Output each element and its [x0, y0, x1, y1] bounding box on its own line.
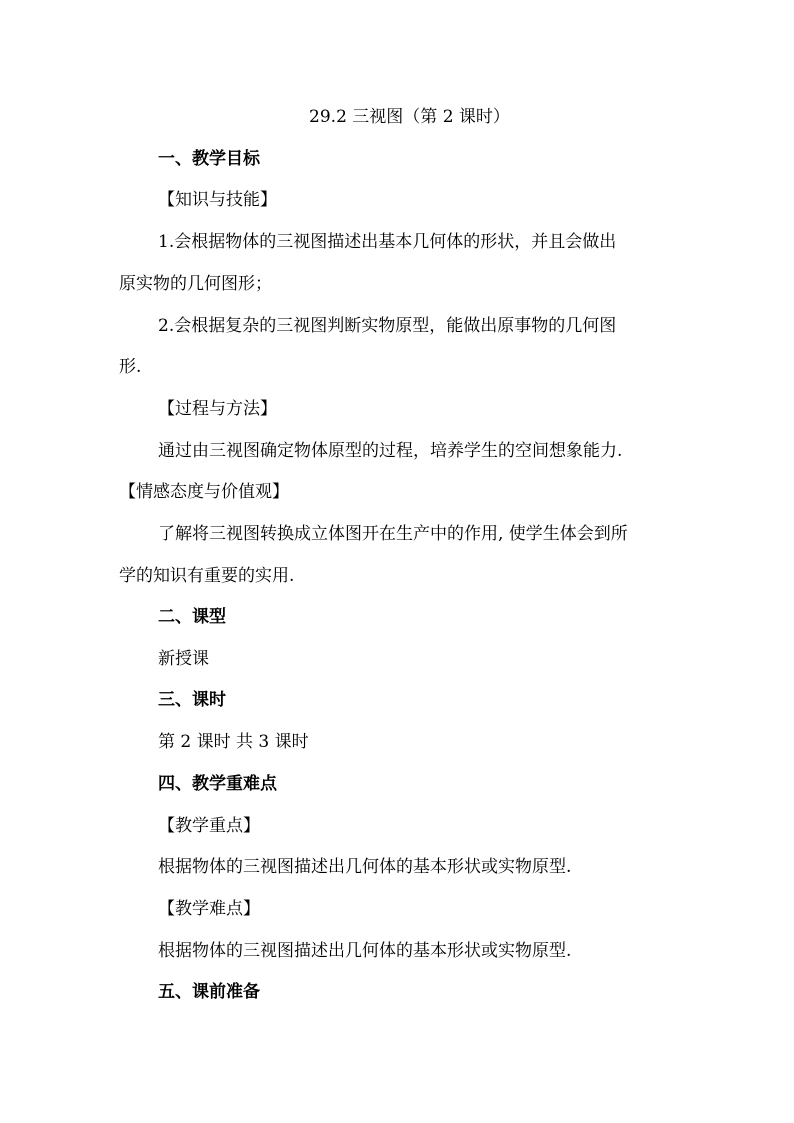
subheading-knowledge: 【知识与技能】: [158, 190, 277, 210]
subheading-emotion: 【情感态度与价值观】: [119, 482, 289, 502]
subheading-difficult: 【教学难点】: [158, 899, 260, 919]
paragraph-line: 1.会根据物体的三视图描述出基本几何体的形状，并且会做出: [158, 232, 617, 252]
section-heading-key-points: 四、教学重难点: [158, 774, 277, 794]
page-title: 29.2 三视图（第 2 课时）: [309, 107, 510, 127]
paragraph-line: 新授课: [158, 649, 209, 669]
section-heading-lesson-type: 二、课型: [158, 607, 226, 627]
subheading-process: 【过程与方法】: [158, 399, 277, 419]
section-heading-preparation: 五、课前准备: [158, 982, 260, 1002]
paragraph-line: 原实物的几何图形；: [119, 274, 272, 294]
section-heading-periods: 三、课时: [158, 690, 226, 710]
paragraph-line: 了解将三视图转换成立体图开在生产中的作用, 使学生体会到所: [158, 524, 628, 544]
paragraph-line: 形.: [119, 357, 142, 377]
section-heading-objectives: 一、教学目标: [158, 149, 260, 169]
paragraph-line: 通过由三视图确定物体原型的过程，培养学生的空间想象能力.: [158, 441, 623, 461]
paragraph-line: 根据物体的三视图描述出几何体的基本形状或实物原型.: [158, 857, 572, 877]
paragraph-line: 2.会根据复杂的三视图判断实物原型，能做出原事物的几何图: [158, 316, 617, 336]
paragraph-line: 学的知识有重要的实用.: [119, 566, 295, 586]
subheading-key: 【教学重点】: [158, 816, 260, 836]
paragraph-line: 第 2 课时 共 3 课时: [158, 732, 309, 752]
paragraph-line: 根据物体的三视图描述出几何体的基本形状或实物原型.: [158, 941, 572, 961]
